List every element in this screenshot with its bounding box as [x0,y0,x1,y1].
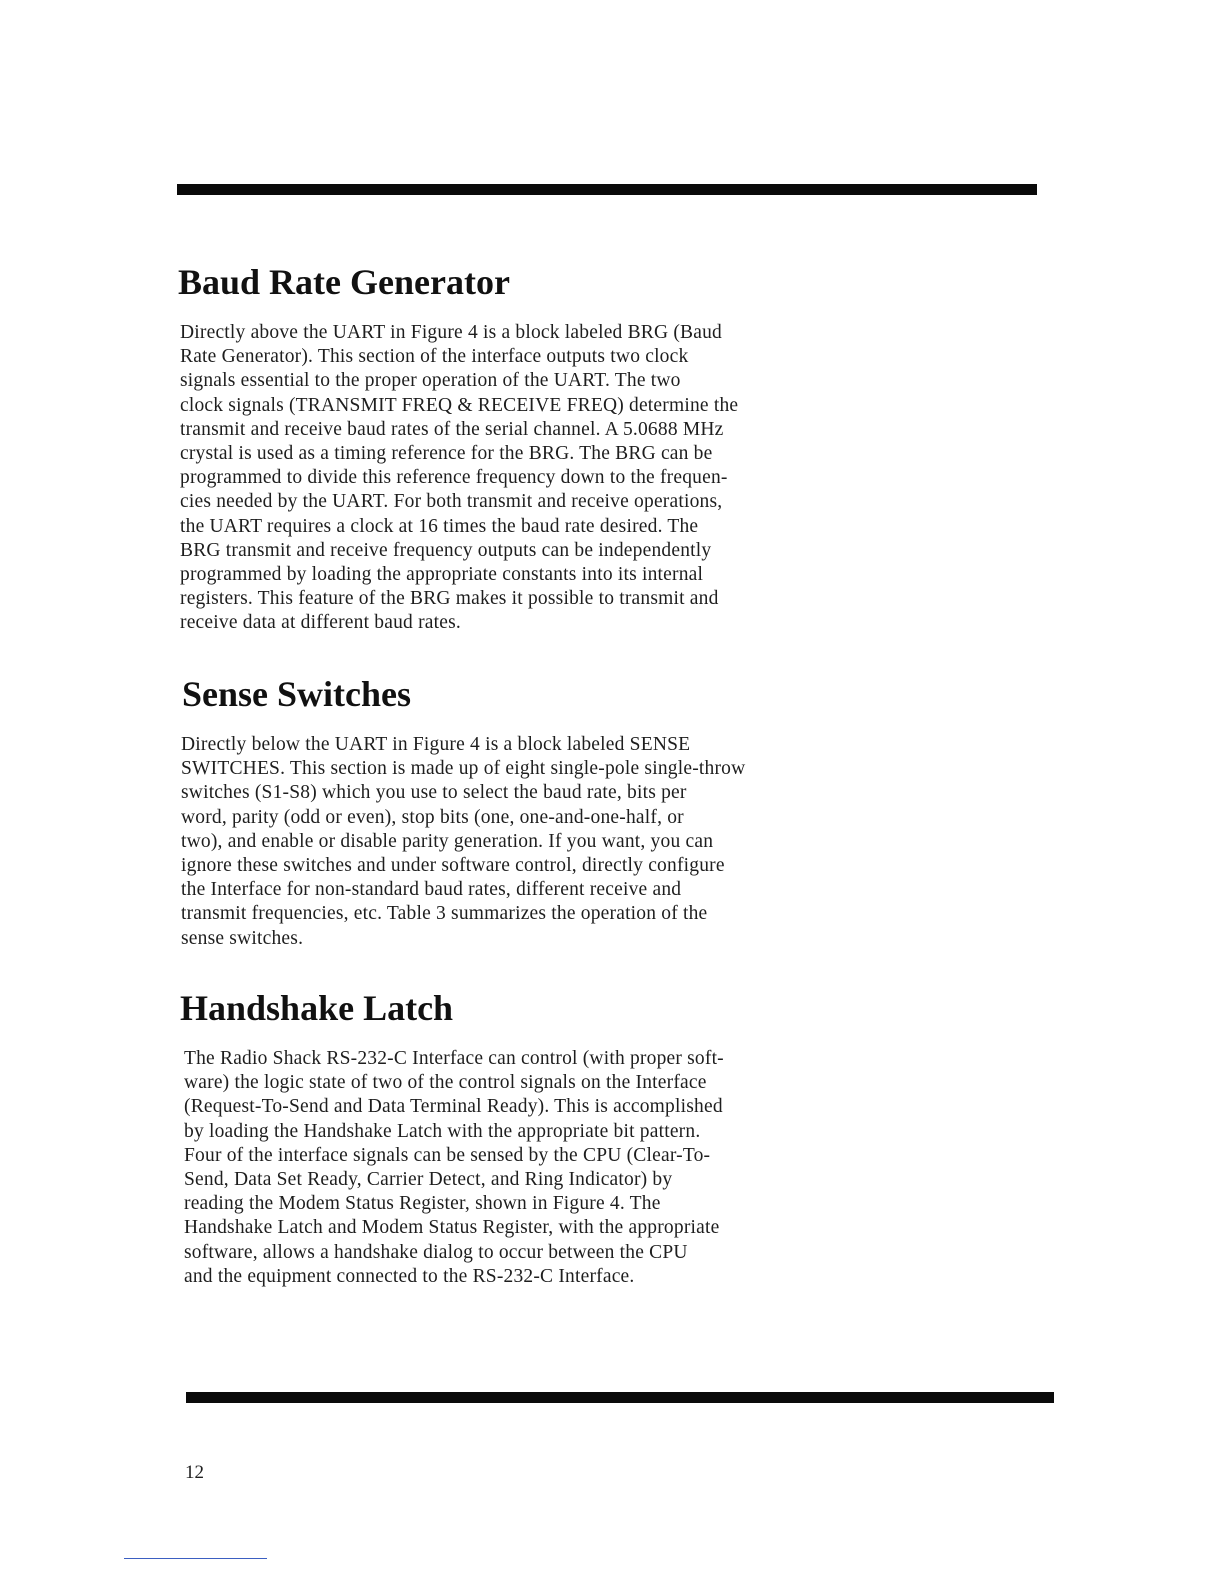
text-line: (Request-To-Send and Data Terminal Ready). This is accomplished [184,1096,723,1118]
text-line: Handshake Latch and Modem Status Register, with the appropriate [184,1217,720,1239]
text-line: signals essential to the proper operation of the UART. The two [180,370,681,392]
text-line: ignore these switches and under software control, directly configure [181,854,725,876]
text-line: software, allows a handshake dialog to occur between the CPU [184,1241,688,1263]
paragraph-baud-rate-generator [180,321,860,635]
text-line: programmed to divide this reference frequency down to the frequen- [180,467,728,489]
text-line: Send, Data Set Ready, Carrier Detect, and Ring Indicator) by [184,1168,673,1190]
top-rule [177,184,1037,195]
text-line: receive data at different baud rates. [180,612,461,634]
paragraph-sense-switches [181,733,861,951]
text-line: reading the Modem Status Register, shown in Figure 4. The [184,1193,661,1215]
text-line: sense switches. [181,927,304,949]
text-line: Four of the interface signals can be sensed by the CPU (Clear-To- [184,1144,711,1166]
text-line: The Radio Shack RS-232-C Interface can control (with proper soft- [184,1048,724,1069]
text-line: the Interface for non-standard baud rates, different receive and [181,879,682,901]
text-line: the UART requires a clock at 16 times the baud rate desired. The [180,515,699,537]
paragraph-handshake-latch [184,1047,864,1289]
text-line: word, parity (odd or even), stop bits (one, one-and-one-half, or [181,806,684,828]
text-line: Directly above the UART in Figure 4 is a block labeled BRG (Baud [180,322,722,343]
text-line: ware) the logic state of two of the control signals on the Interface [184,1072,707,1094]
bottom-rule [186,1392,1054,1403]
text-line: registers. This feature of the BRG makes it possible to transmit and [180,588,719,610]
text-line: BRG transmit and receive frequency outputs can be independently [180,539,712,561]
page-number: 12 [185,1462,204,1483]
text-line: by loading the Handshake Latch with the appropriate bit pattern. [184,1120,701,1142]
text-line: clock signals (TRANSMIT FREQ & RECEIVE FREQ) determine the [180,394,739,416]
text-line: transmit and receive baud rates of the serial channel. A 5.0688 MHz [180,418,724,440]
scan-edge-mark [124,1558,267,1559]
text-line: switches (S1-S8) which you use to select the baud rate, bits per [181,782,687,804]
heading-sense-switches: Sense Switches [182,674,412,714]
text-line: two), and enable or disable parity generation. If you want, you can [181,830,714,852]
text-line: Rate Generator). This section of the interface outputs two clock [180,346,689,368]
text-line: and the equipment connected to the RS-232-C Interface. [184,1265,635,1287]
text-line: cies needed by the UART. For both transmit and receive operations, [180,491,723,513]
text-line: crystal is used as a timing reference for the BRG. The BRG can be [180,442,713,464]
text-line: programmed by loading the appropriate constants into its internal [180,563,704,585]
text-line: transmit frequencies, etc. Table 3 summarizes the operation of the [181,903,708,925]
heading-handshake-latch: Handshake Latch [180,988,454,1028]
text-line: SWITCHES. This section is made up of eight single-pole single-throw [181,758,746,780]
heading-baud-rate-generator: Baud Rate Generator [178,262,510,302]
text-line: Directly below the UART in Figure 4 is a block labeled SENSE [181,734,691,755]
